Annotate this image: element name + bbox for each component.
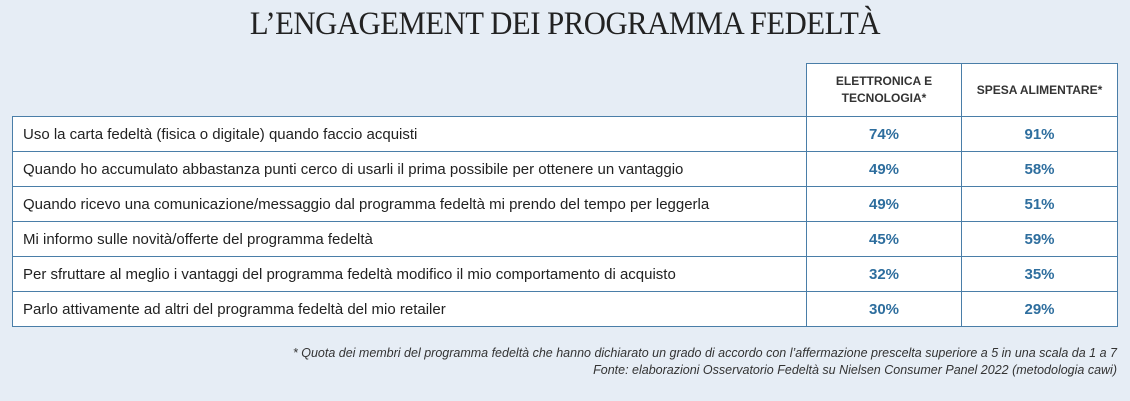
value-spesa: 58%: [962, 152, 1118, 187]
value-elettronica: 32%: [807, 257, 962, 292]
value-elettronica: 49%: [807, 152, 962, 187]
table-row: [13, 257, 1118, 292]
table-header-row: [13, 64, 1118, 117]
row-label: Mi informo sulle novità/offerte del programma fedeltà: [13, 222, 807, 257]
chart-title: L’ENGAGEMENT DEI PROGRAMMA FEDELTÀ: [249, 6, 881, 42]
value-elettronica: 30%: [807, 292, 962, 327]
table-row: [13, 187, 1118, 222]
row-label: Quando ricevo una comunicazione/messaggio dal programma fedeltà mi prendo del tempo per leggerla: [13, 187, 807, 222]
column-header-elettronica: ELETTRONICA E TECNOLOGIA*: [807, 64, 962, 117]
table-row: [13, 152, 1118, 187]
row-label: Uso la carta fedeltà (fisica o digitale) quando faccio acquisti: [13, 117, 807, 152]
engagement-table: [12, 63, 1118, 327]
value-elettronica: 49%: [807, 187, 962, 222]
row-label: Quando ho accumulato abbastanza punti cerco di usarli il prima possibile per ottenere un vantaggio: [13, 152, 807, 187]
engagement-table-container: [12, 63, 1117, 327]
value-spesa: 91%: [962, 117, 1118, 152]
row-label: Per sfruttare al meglio i vantaggi del programma fedeltà modifico il mio comportamento di acquisto: [13, 257, 807, 292]
row-label: Parlo attivamente ad altri del programma fedeltà del mio retailer: [13, 292, 807, 327]
value-spesa: 59%: [962, 222, 1118, 257]
table-row: [13, 292, 1118, 327]
value-spesa: 51%: [962, 187, 1118, 222]
column-header-spesa: SPESA ALIMENTARE*: [962, 64, 1118, 117]
chart-notes: [293, 345, 1117, 379]
value-spesa: 35%: [962, 257, 1118, 292]
value-elettronica: 45%: [807, 222, 962, 257]
footnote: * Quota dei membri del programma fedeltà che hanno dichiarato un grado di accordo con l’affermazione prescelta superiore a 5 in una scala da 1 a 7: [292, 346, 1117, 360]
table-row: [13, 117, 1118, 152]
header-blank-cell: [13, 64, 807, 117]
source-note: Fonte: elaborazioni Osservatorio Fedeltà su Nielsen Consumer Panel 2022 (metodologia cawi): [593, 363, 1117, 377]
table-row: [13, 222, 1118, 257]
value-elettronica: 74%: [807, 117, 962, 152]
value-spesa: 29%: [962, 292, 1118, 327]
